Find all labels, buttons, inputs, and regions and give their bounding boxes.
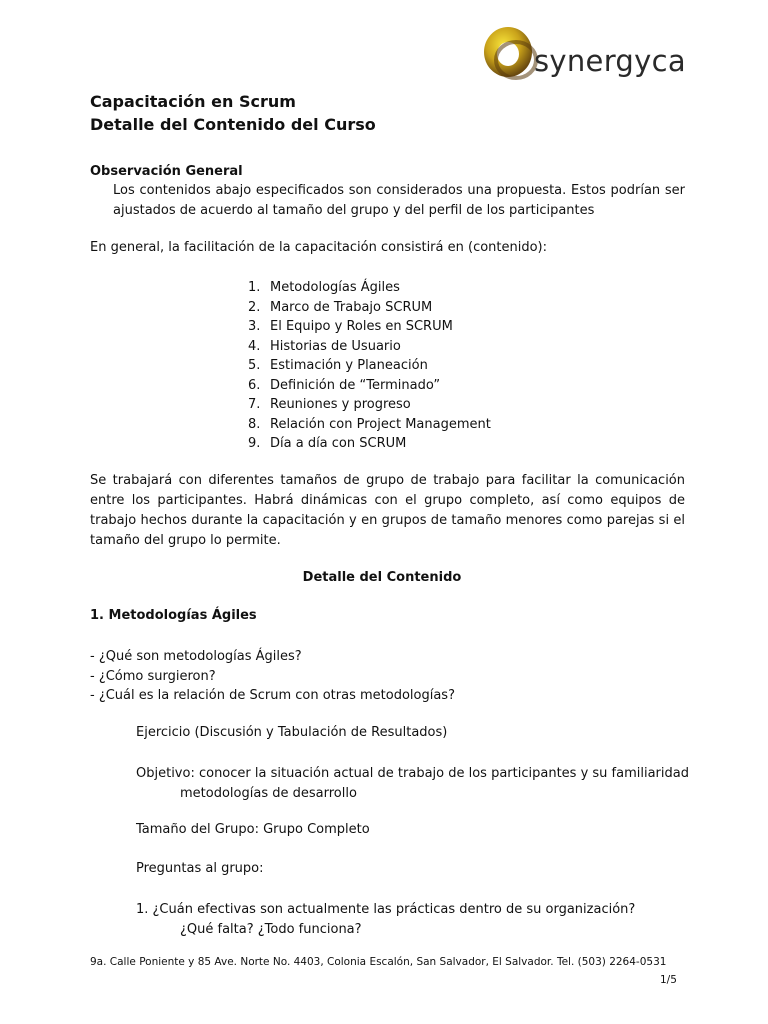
list-item: 2. Marco de Trabajo SCRUM [248,299,433,315]
list-item: 6. Definición de “Terminado” [248,377,441,393]
document-title [90,90,376,136]
list-item: 4. Historias de Usuario [248,338,401,354]
observation-text: Los contenidos abajo especificados son considerados una propuesta. Estos podrían ser ajustados de acuerdo al tamaño del grupo y del perfil de los participantes [113,183,685,218]
list-item: 8. Relación con Project Management [248,416,491,432]
detail-heading: Detalle del Contenido [302,570,462,585]
list-item: 9. Día a día con SCRUM [248,436,407,451]
list-item: 3. El Equipo y Roles en SCRUM [248,319,453,334]
intro-text: En general, la facilitación de la capacitación consistirá en (contenido): [90,240,548,255]
objective [136,764,689,804]
question-line-1: 1. ¿Cuán efectivas son actualmente las prácticas dentro de su organización? [136,902,636,917]
group-question-1 [136,900,635,939]
logo-wordmark: synergyca [534,44,686,78]
list-item: - ¿Qué son metodologías Ágiles? [90,649,302,664]
list-item: 1. Metodologías Ágiles [248,280,400,295]
questions-label: Preguntas al grupo: [136,861,264,876]
list-item: - ¿Cómo surgieron? [90,668,216,684]
footer-address: 9a. Calle Poniente y 85 Ave. Norte No. 4403, Colonia Escalón, San Salvador, El Salvador. Tel. (503) 2264-0531 [90,956,667,968]
title-line-2: Detalle del Contenido del Curso [90,115,376,134]
topic-list [248,278,491,454]
group-size: Tamaño del Grupo: Grupo Completo [136,822,370,837]
list-item: 7. Reuniones y progreso [248,397,411,412]
observation-heading: Observación General [90,164,243,179]
list-item: - ¿Cuál es la relación de Scrum con otras metodologías? [90,688,455,703]
question-line-2: ¿Qué falta? ¿Todo funciona? [180,921,362,937]
exercise-label: Ejercicio (Discusión y Tabulación de Resultados) [136,725,448,740]
section-1-heading: 1. Metodologías Ágiles [90,608,257,623]
group-paragraph: Se trabajará con diferentes tamaños de grupo de trabajo para facilitar la comunicación entre los participantes. Habrá dinámicas con el grupo completo, así como equipos de trabajo hechos durante la capacitación y en grupos de tamaño menores como parejas si el tamaño del grupo lo permite. [90,473,685,548]
page-number: 1/5 [660,974,677,986]
list-item: 5. Estimación y Planeación [248,358,428,373]
objective-line-2: metodologías de desarrollo [180,786,357,801]
company-logo [482,22,698,86]
logo-ring-icon [482,22,542,86]
objective-line-1: Objetivo: conocer la situación actual de trabajo de los participantes y su familiaridad [136,766,689,781]
title-line-1: Capacitación en Scrum [90,92,296,111]
section-1-questions [90,647,455,706]
